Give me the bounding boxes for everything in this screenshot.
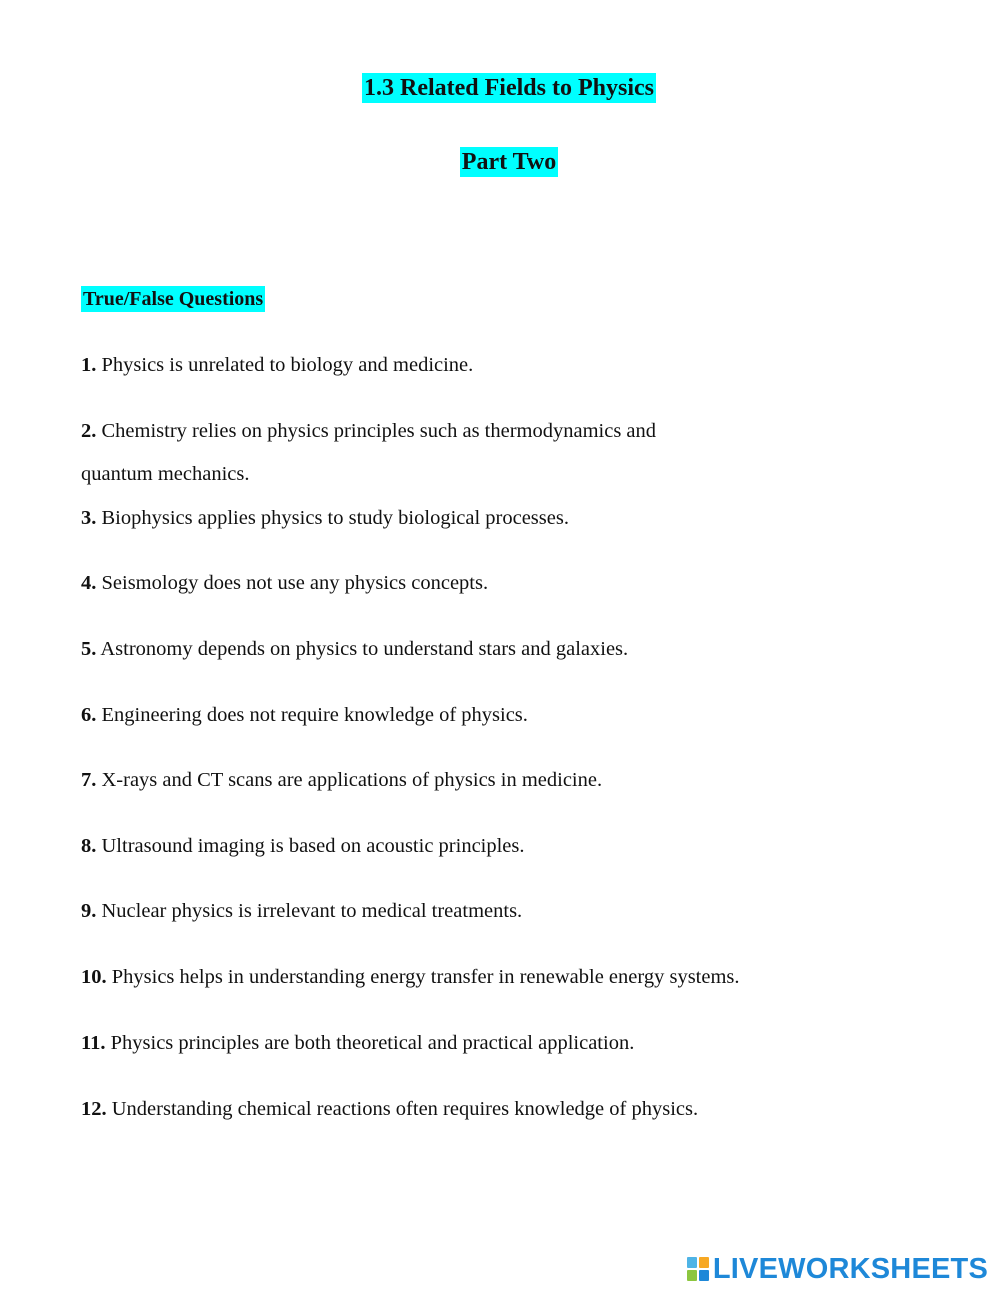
question-4 [81, 569, 488, 597]
question-2 [81, 417, 656, 445]
question-text: Seismology does not use any physics concepts. [96, 572, 489, 594]
question-text: Physics helps in understanding energy transfer in renewable energy systems. [106, 966, 740, 988]
question-number: 8. [81, 835, 97, 857]
question-8 [81, 832, 525, 860]
question-12 [81, 1095, 698, 1123]
question-2-continuation: quantum mechanics. [81, 463, 250, 485]
question-number: 2. [81, 420, 97, 442]
page-title-text: 1.3 Related Fields to Physics [364, 75, 654, 101]
question-text: Physics principles are both theoretical and practical application. [105, 1032, 635, 1054]
logo-text: LIVEWORKSHEETS [712, 1253, 988, 1285]
question-1 [81, 351, 473, 379]
question-number: 10. [81, 966, 107, 988]
liveworksheets-logo-icon [687, 1257, 709, 1281]
question-text: Engineering does not require knowledge of physics. [96, 704, 528, 726]
question-number: 11. [81, 1032, 106, 1054]
question-number: 5. [81, 638, 97, 660]
part-heading-text: Part Two [461, 149, 557, 175]
question-number: 1. [81, 354, 97, 376]
question-text: Physics is unrelated to biology and medicine. [96, 354, 474, 376]
question-number: 7. [81, 769, 97, 791]
question-9 [81, 897, 522, 925]
section-heading-text: True/False Questions [83, 288, 264, 310]
question-3 [81, 504, 569, 532]
question-11 [81, 1029, 634, 1057]
question-number: 12. [81, 1098, 107, 1120]
question-text: Ultrasound imaging is based on acoustic principles. [96, 835, 525, 857]
question-number: 4. [81, 572, 97, 594]
question-number: 3. [81, 507, 97, 529]
question-text: Biophysics applies physics to study biological processes. [96, 507, 569, 529]
question-text: Understanding chemical reactions often requires knowledge of physics. [106, 1098, 699, 1120]
question-text: Nuclear physics is irrelevant to medical treatments. [96, 900, 523, 922]
question-number: 9. [81, 900, 97, 922]
question-text: Chemistry relies on physics principles such as thermodynamics and [96, 420, 657, 442]
page-title [0, 72, 1000, 104]
liveworksheets-logo[interactable] [687, 1252, 988, 1286]
question-7 [81, 766, 602, 794]
question-text: Astronomy depends on physics to understand stars and galaxies. [96, 638, 629, 660]
question-6 [81, 701, 528, 729]
section-heading [81, 285, 265, 313]
question-5 [81, 635, 628, 663]
part-heading [0, 146, 1000, 178]
question-number: 6. [81, 704, 97, 726]
question-10 [81, 963, 740, 991]
question-text: X-rays and CT scans are applications of physics in medicine. [96, 769, 603, 791]
